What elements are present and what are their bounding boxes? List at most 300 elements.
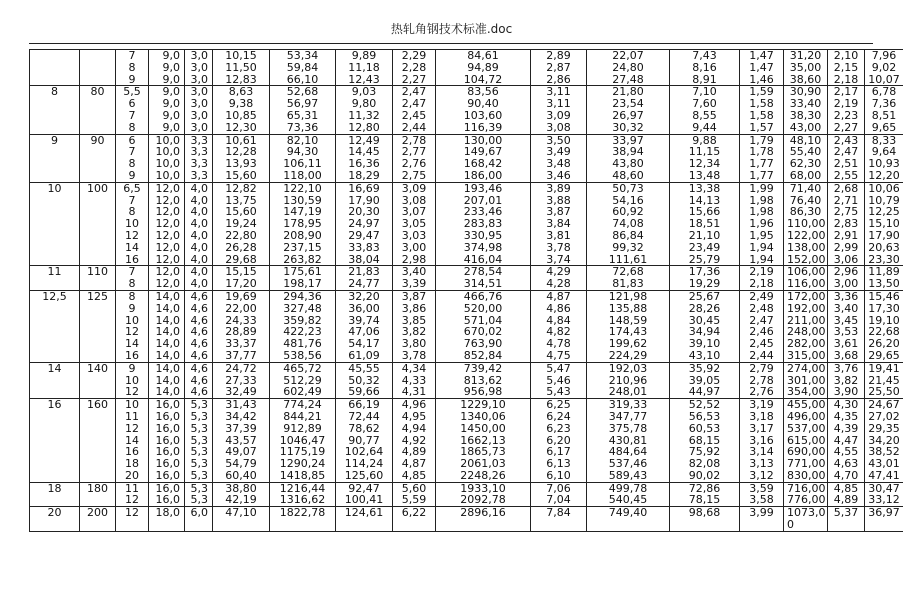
- table-cell: 2,86: [531, 74, 587, 86]
- table-cell: 2,79: [740, 362, 784, 374]
- table-row: [30, 86, 903, 98]
- table-cell: 12: [116, 494, 149, 506]
- angle-width-cell: [80, 50, 116, 86]
- table-cell: 19,69: [213, 290, 270, 302]
- table-cell: 2,91: [828, 230, 865, 242]
- table-cell: 72,44: [336, 411, 393, 423]
- table-cell: 763,90: [436, 338, 531, 350]
- table-cell: 538,56: [270, 350, 336, 362]
- table-cell: 33,40: [784, 98, 828, 110]
- table-cell: 12,49: [336, 134, 393, 146]
- header-rule: [29, 43, 873, 44]
- table-cell: 3,39: [393, 278, 436, 290]
- table-cell: 9,0: [149, 98, 185, 110]
- table-cell: 422,23: [270, 326, 336, 338]
- table-cell: 43,80: [587, 158, 670, 170]
- angle-number-cell: [30, 50, 80, 86]
- table-cell: 6,0: [185, 507, 213, 532]
- table-cell: 2,28: [393, 62, 436, 74]
- table-cell: 2,76: [740, 386, 784, 398]
- table-cell: 315,00: [784, 350, 828, 362]
- table-cell: 9,80: [336, 98, 393, 110]
- table-cell: 3,17: [740, 423, 784, 435]
- table-cell: 4,30: [828, 399, 865, 411]
- table-cell: 9,02: [865, 62, 903, 74]
- table-cell: 3,90: [828, 386, 865, 398]
- table-cell: 11,89: [865, 266, 903, 278]
- table-cell: 9,64: [865, 146, 903, 158]
- table-cell: 6,23: [531, 423, 587, 435]
- table-cell: 12,0: [149, 254, 185, 266]
- table-cell: 4,6: [185, 338, 213, 350]
- table-row: [30, 494, 903, 506]
- table-cell: 118,00: [270, 170, 336, 182]
- table-cell: 12,0: [149, 266, 185, 278]
- table-cell: 9,0: [149, 74, 185, 86]
- table-cell: 39,10: [670, 338, 740, 350]
- table-cell: 14,0: [149, 350, 185, 362]
- table-cell: 4,0: [185, 230, 213, 242]
- table-cell: 54,17: [336, 338, 393, 350]
- table-cell: 47,41: [865, 470, 903, 482]
- angle-number-cell: 11: [30, 266, 80, 291]
- table-cell: 13,48: [670, 170, 740, 182]
- table-cell: 193,46: [436, 182, 531, 194]
- table-cell: 1,58: [740, 110, 784, 122]
- table-cell: 83,56: [436, 86, 531, 98]
- table-cell: 4,0: [185, 254, 213, 266]
- table-row: [30, 278, 903, 290]
- angle-number-cell: 16: [30, 399, 80, 483]
- table-cell: 3,48: [531, 158, 587, 170]
- table-cell: 86,30: [784, 206, 828, 218]
- table-cell: 5,60: [393, 482, 436, 494]
- table-cell: 16,0: [149, 411, 185, 423]
- table-cell: 60,53: [670, 423, 740, 435]
- table-cell: 8: [116, 122, 149, 134]
- table-cell: 5,3: [185, 446, 213, 458]
- table-cell: 455,00: [784, 399, 828, 411]
- table-cell: 3,49: [531, 146, 587, 158]
- table-cell: 31,43: [213, 399, 270, 411]
- table-cell: 12,83: [213, 74, 270, 86]
- table-cell: 37,77: [213, 350, 270, 362]
- table-cell: 149,67: [436, 146, 531, 158]
- table-cell: 12,82: [213, 182, 270, 194]
- table-cell: 12,0: [149, 182, 185, 194]
- table-cell: 2,87: [531, 62, 587, 74]
- table-cell: 152,00: [784, 254, 828, 266]
- table-cell: 1,47: [740, 50, 784, 62]
- table-cell: 1,58: [740, 98, 784, 110]
- table-cell: 5,43: [531, 386, 587, 398]
- table-cell: 844,21: [270, 411, 336, 423]
- table-cell: 45,55: [336, 362, 393, 374]
- table-cell: 2,75: [828, 206, 865, 218]
- table-cell: 43,10: [670, 350, 740, 362]
- table-cell: 9: [116, 303, 149, 315]
- table-cell: 359,82: [270, 315, 336, 327]
- table-cell: 1865,73: [436, 446, 531, 458]
- table-cell: 2061,03: [436, 458, 531, 470]
- table-cell: 481,76: [270, 338, 336, 350]
- table-cell: 208,90: [270, 230, 336, 242]
- table-cell: 4,29: [531, 266, 587, 278]
- table-cell: 3,78: [531, 242, 587, 254]
- table-cell: 3,0: [185, 110, 213, 122]
- table-cell: 1418,85: [270, 470, 336, 482]
- table-cell: 192,03: [587, 362, 670, 374]
- table-cell: 32,20: [336, 290, 393, 302]
- table-cell: 3,09: [393, 182, 436, 194]
- table-cell: 81,83: [587, 278, 670, 290]
- table-cell: 34,42: [213, 411, 270, 423]
- table-cell: 3,87: [531, 206, 587, 218]
- table-cell: 4,6: [185, 303, 213, 315]
- table-row: [30, 122, 903, 134]
- table-cell: 3,19: [740, 399, 784, 411]
- table-cell: 4,0: [185, 195, 213, 207]
- table-cell: 100,41: [336, 494, 393, 506]
- table-cell: 2092,78: [436, 494, 531, 506]
- table-row: [30, 158, 903, 170]
- table-cell: 2,75: [393, 170, 436, 182]
- table-cell: 28,26: [670, 303, 740, 315]
- table-cell: 15,60: [213, 206, 270, 218]
- table-cell: 14: [116, 338, 149, 350]
- table-row: [30, 362, 903, 374]
- table-row: [30, 458, 903, 470]
- table-cell: 347,77: [587, 411, 670, 423]
- table-cell: 14,0: [149, 303, 185, 315]
- table-cell: 174,43: [587, 326, 670, 338]
- table-cell: 76,40: [784, 195, 828, 207]
- table-cell: 4,85: [393, 470, 436, 482]
- table-cell: 1046,47: [270, 435, 336, 447]
- table-cell: 9,44: [670, 122, 740, 134]
- table-cell: 23,49: [670, 242, 740, 254]
- table-cell: 4,6: [185, 350, 213, 362]
- table-cell: 13,50: [865, 278, 903, 290]
- table-cell: 12: [116, 507, 149, 532]
- table-cell: 4,0: [185, 278, 213, 290]
- table-cell: 294,36: [270, 290, 336, 302]
- table-cell: 52,68: [270, 86, 336, 98]
- table-cell: 2,71: [828, 195, 865, 207]
- table-cell: 1,98: [740, 206, 784, 218]
- table-cell: 66,19: [336, 399, 393, 411]
- table-cell: 4,35: [828, 411, 865, 423]
- table-cell: 130,00: [436, 134, 531, 146]
- table-cell: 65,31: [270, 110, 336, 122]
- table-cell: 1316,62: [270, 494, 336, 506]
- table-cell: 5,3: [185, 435, 213, 447]
- table-cell: 23,30: [865, 254, 903, 266]
- table-cell: 1073,0 0: [784, 507, 828, 532]
- table-row: [30, 195, 903, 207]
- table-cell: 17,30: [865, 303, 903, 315]
- table-cell: 199,62: [587, 338, 670, 350]
- table-cell: 2,45: [393, 110, 436, 122]
- table-cell: 466,76: [436, 290, 531, 302]
- table-cell: 29,65: [865, 350, 903, 362]
- table-cell: 11,50: [213, 62, 270, 74]
- table-cell: 12: [116, 423, 149, 435]
- table-cell: 33,37: [213, 338, 270, 350]
- table-cell: 15,60: [213, 170, 270, 182]
- table-cell: 30,45: [670, 315, 740, 327]
- table-cell: 90,77: [336, 435, 393, 447]
- table-cell: 23,54: [587, 98, 670, 110]
- table-cell: 38,60: [784, 74, 828, 86]
- table-cell: 2,68: [828, 182, 865, 194]
- table-cell: 12,28: [213, 146, 270, 158]
- table-cell: 2,23: [828, 110, 865, 122]
- table-cell: 274,00: [784, 362, 828, 374]
- table-cell: 2,98: [393, 254, 436, 266]
- table-cell: 4,0: [185, 242, 213, 254]
- table-cell: 110,00: [784, 218, 828, 230]
- table-cell: 2,27: [393, 74, 436, 86]
- table-cell: 125,60: [336, 470, 393, 482]
- table-cell: 130,59: [270, 195, 336, 207]
- table-cell: 4,85: [828, 482, 865, 494]
- table-cell: 3,05: [393, 218, 436, 230]
- table-row: [30, 230, 903, 242]
- table-cell: 4,6: [185, 290, 213, 302]
- table-cell: 7: [116, 110, 149, 122]
- table-cell: 8: [116, 290, 149, 302]
- table-cell: 3,13: [740, 458, 784, 470]
- table-cell: 5,46: [531, 375, 587, 387]
- table-row: [30, 386, 903, 398]
- table-cell: 3,74: [531, 254, 587, 266]
- table-cell: 537,00: [784, 423, 828, 435]
- table-cell: 2,15: [828, 62, 865, 74]
- table-cell: 5,5: [116, 86, 149, 98]
- table-cell: 16,0: [149, 470, 185, 482]
- table-cell: 14,0: [149, 326, 185, 338]
- table-cell: 301,00: [784, 375, 828, 387]
- table-cell: 15,66: [670, 206, 740, 218]
- table-cell: 34,94: [670, 326, 740, 338]
- table-cell: 3,06: [828, 254, 865, 266]
- table-cell: 1,94: [740, 254, 784, 266]
- table-cell: 7,10: [670, 86, 740, 98]
- table-cell: 4,89: [828, 494, 865, 506]
- table-row: [30, 423, 903, 435]
- table-cell: 5,3: [185, 411, 213, 423]
- table-row: [30, 50, 903, 62]
- table-cell: 30,90: [784, 86, 828, 98]
- table-cell: 233,46: [436, 206, 531, 218]
- table-cell: 12,0: [149, 278, 185, 290]
- table-cell: 22,68: [865, 326, 903, 338]
- table-cell: 19,10: [865, 315, 903, 327]
- table-cell: 1216,44: [270, 482, 336, 494]
- table-cell: 36,97: [865, 507, 903, 532]
- table-cell: 8,63: [213, 86, 270, 98]
- table-cell: 12,0: [149, 230, 185, 242]
- table-cell: 3,80: [393, 338, 436, 350]
- table-cell: 9,0: [149, 86, 185, 98]
- table-cell: 4,6: [185, 386, 213, 398]
- table-cell: 571,04: [436, 315, 531, 327]
- table-cell: 912,89: [270, 423, 336, 435]
- table-cell: 16,0: [149, 482, 185, 494]
- table-cell: 38,94: [587, 146, 670, 158]
- table-cell: 3,11: [531, 86, 587, 98]
- table-cell: 36,00: [336, 303, 393, 315]
- table-cell: 43,57: [213, 435, 270, 447]
- table-row: [30, 399, 903, 411]
- table-cell: 14: [116, 242, 149, 254]
- table-cell: 9: [116, 74, 149, 86]
- table-cell: 211,00: [784, 315, 828, 327]
- table-cell: 52,52: [670, 399, 740, 411]
- table-cell: 496,00: [784, 411, 828, 423]
- table-cell: 24,77: [336, 278, 393, 290]
- table-cell: 6,10: [531, 470, 587, 482]
- table-row: [30, 446, 903, 458]
- table-cell: 30,32: [587, 122, 670, 134]
- table-cell: 48,60: [587, 170, 670, 182]
- table-cell: 852,84: [436, 350, 531, 362]
- table-cell: 68,15: [670, 435, 740, 447]
- table-cell: 17,90: [865, 230, 903, 242]
- angle-width-cell: 125: [80, 290, 116, 362]
- angle-number-cell: 10: [30, 182, 80, 266]
- table-cell: 3,0: [185, 50, 213, 62]
- table-cell: 10,61: [213, 134, 270, 146]
- table-cell: 92,47: [336, 482, 393, 494]
- table-cell: 82,10: [270, 134, 336, 146]
- table-cell: 78,62: [336, 423, 393, 435]
- table-cell: 4,0: [185, 206, 213, 218]
- table-cell: 59,84: [270, 62, 336, 74]
- table-cell: 6,22: [393, 507, 436, 532]
- table-cell: 29,47: [336, 230, 393, 242]
- table-cell: 4,0: [185, 266, 213, 278]
- table-cell: 499,78: [587, 482, 670, 494]
- table-cell: 26,97: [587, 110, 670, 122]
- table-cell: 27,02: [865, 411, 903, 423]
- table-cell: 3,07: [393, 206, 436, 218]
- table-cell: 19,29: [670, 278, 740, 290]
- table-cell: 5,59: [393, 494, 436, 506]
- table-cell: 2,45: [740, 338, 784, 350]
- table-cell: 56,97: [270, 98, 336, 110]
- table-cell: 68,00: [784, 170, 828, 182]
- table-cell: 60,92: [587, 206, 670, 218]
- table-cell: 1,47: [740, 62, 784, 74]
- table-cell: 75,92: [670, 446, 740, 458]
- table-cell: 10,0: [149, 146, 185, 158]
- table-cell: 10,0: [149, 158, 185, 170]
- table-cell: 15,46: [865, 290, 903, 302]
- table-cell: 47,10: [213, 507, 270, 532]
- table-cell: 12,34: [670, 158, 740, 170]
- table-cell: 90,40: [436, 98, 531, 110]
- angle-width-cell: 140: [80, 362, 116, 398]
- table-cell: 6,78: [865, 86, 903, 98]
- table-cell: 2,51: [828, 158, 865, 170]
- table-cell: 121,98: [587, 290, 670, 302]
- table-cell: 27,48: [587, 74, 670, 86]
- table-cell: 248,00: [784, 326, 828, 338]
- table-cell: 6,13: [531, 458, 587, 470]
- table-cell: 2,17: [828, 86, 865, 98]
- table-cell: 55,40: [784, 146, 828, 158]
- table-cell: 7,36: [865, 98, 903, 110]
- table-cell: 3,0: [185, 86, 213, 98]
- table-cell: 237,15: [270, 242, 336, 254]
- table-cell: 54,79: [213, 458, 270, 470]
- table-cell: 8: [116, 158, 149, 170]
- table-cell: 716,00: [784, 482, 828, 494]
- table-cell: 16,0: [149, 458, 185, 470]
- table-cell: 16,0: [149, 446, 185, 458]
- table-cell: 43,00: [784, 122, 828, 134]
- table-cell: 3,14: [740, 446, 784, 458]
- table-row: [30, 110, 903, 122]
- table-cell: 175,61: [270, 266, 336, 278]
- table-cell: 49,07: [213, 446, 270, 458]
- table-cell: 2,76: [393, 158, 436, 170]
- table-cell: 22,80: [213, 230, 270, 242]
- table-cell: 5,3: [185, 458, 213, 470]
- table-cell: 771,00: [784, 458, 828, 470]
- table-cell: 8,33: [865, 134, 903, 146]
- table-cell: 207,01: [436, 195, 531, 207]
- table-cell: 2,46: [740, 326, 784, 338]
- table-cell: 3,87: [393, 290, 436, 302]
- table-cell: 4,70: [828, 470, 865, 482]
- table-cell: 66,10: [270, 74, 336, 86]
- table-cell: 26,28: [213, 242, 270, 254]
- table-cell: 172,00: [784, 290, 828, 302]
- table-cell: 3,0: [185, 122, 213, 134]
- table-cell: 283,83: [436, 218, 531, 230]
- table-cell: 5,3: [185, 399, 213, 411]
- table-cell: 10,0: [149, 170, 185, 182]
- table-cell: 3,3: [185, 146, 213, 158]
- table-row: [30, 134, 903, 146]
- table-cell: 3,00: [393, 242, 436, 254]
- table-cell: 15,10: [865, 218, 903, 230]
- table-row: [30, 350, 903, 362]
- table-cell: 1290,24: [270, 458, 336, 470]
- table-cell: 11: [116, 482, 149, 494]
- table-row: [30, 375, 903, 387]
- table-cell: 82,08: [670, 458, 740, 470]
- table-cell: 19,41: [865, 362, 903, 374]
- table-cell: 9,0: [149, 62, 185, 74]
- table-cell: 4,87: [393, 458, 436, 470]
- table-cell: 2,47: [393, 86, 436, 98]
- table-cell: 4,92: [393, 435, 436, 447]
- table-cell: 31,20: [784, 50, 828, 62]
- table-cell: 1662,13: [436, 435, 531, 447]
- table-cell: 12,80: [336, 122, 393, 134]
- table-cell: 122,10: [270, 182, 336, 194]
- table-cell: 122,00: [784, 230, 828, 242]
- table-cell: 32,49: [213, 386, 270, 398]
- table-cell: 1,96: [740, 218, 784, 230]
- table-cell: 7,84: [531, 507, 587, 532]
- table-cell: 416,04: [436, 254, 531, 266]
- table-cell: 4,86: [531, 303, 587, 315]
